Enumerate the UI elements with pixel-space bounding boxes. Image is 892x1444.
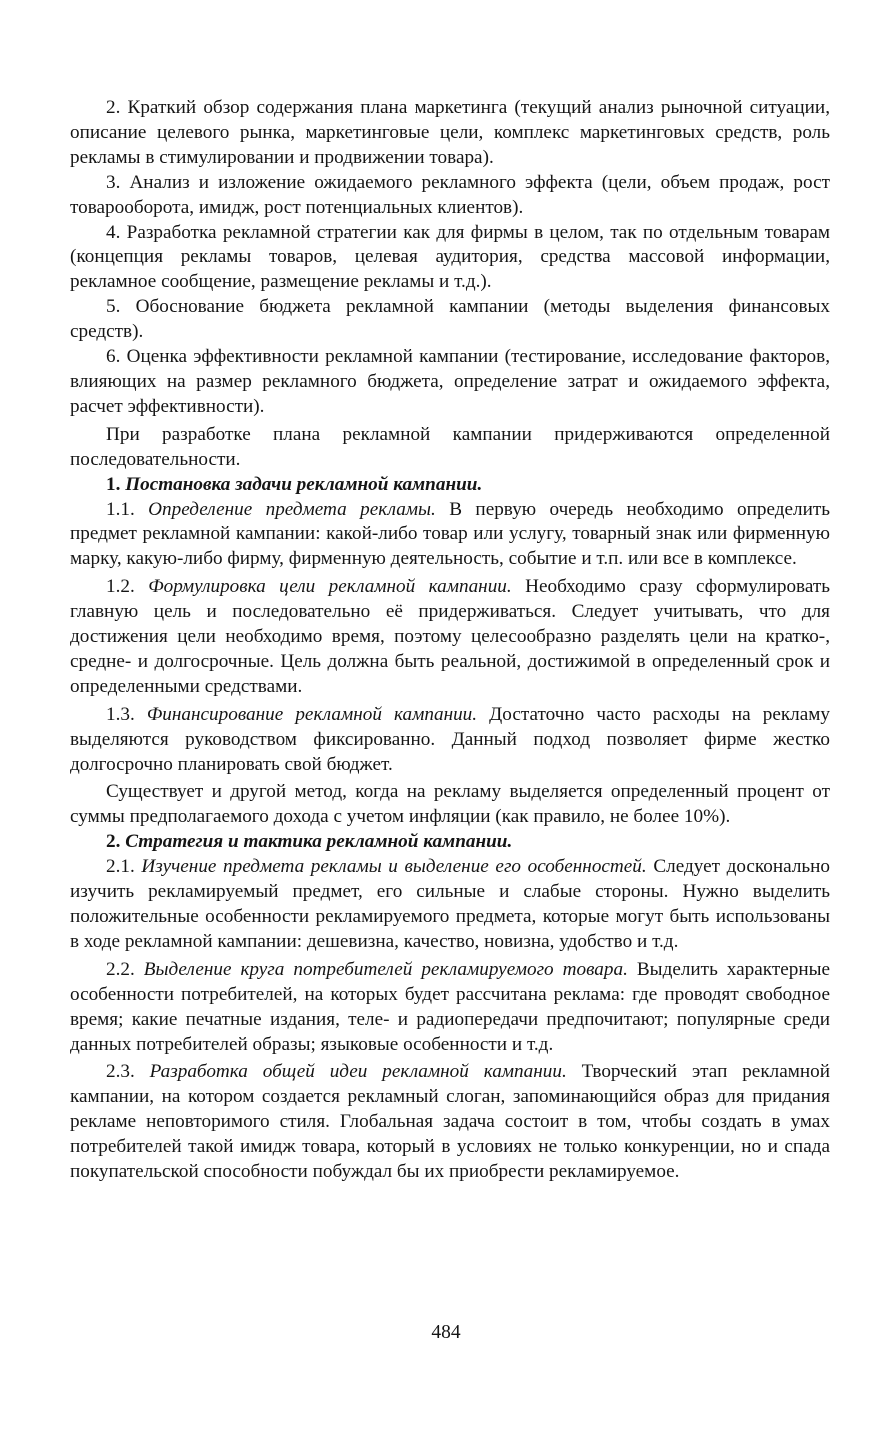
item-text: В первую очередь необходимо определить предмет рекламной кампании: какой-либо товар или услугу, товарный знак или фирменную марку, какую-либо фирму, фирменную деятельность, событие и т.п. или все в комплексе. — [70, 498, 830, 570]
item-2-2 — [70, 958, 830, 1058]
page-number: 484 — [431, 1322, 461, 1343]
item-title: Выделение круга потребителей рекламируемого товара. — [143, 958, 628, 980]
section-title-2: Стратегия и тактика рекламной кампании. — [125, 831, 513, 853]
page-text — [70, 96, 830, 1185]
item-title: Разработка общей идеи рекламной кампании. — [149, 1061, 567, 1083]
item-1-2 — [70, 575, 830, 700]
item-title: Определение предмета рекламы. — [148, 498, 436, 520]
paragraph-advertising-effect: 3. Анализ и изложение ожидаемого рекламного эффекта (цели, объем продаж, рост товарооборота, имидж, рост потенциальных клиентов). — [70, 171, 830, 218]
paragraph-budget: 5. Обоснование бюджета рекламной кампании (методы выделения финансовых средств). — [70, 296, 830, 343]
item-text: Творческий этап рекламной кампании, на котором создается рекламный слоган, запоминающийся образ для придания рекламе неповторимого стиля. Глобальная задача состоит в том, чтобы создать в умах потребителей такой имидж товара, который в условиях не только конкуренции, но и спада покупательской способности побуждал бы их приобрести рекламируемое. — [70, 1061, 831, 1183]
item-number: 2.3. — [106, 1061, 135, 1083]
section-heading-1 — [70, 473, 830, 498]
item-number: 2.2. — [106, 958, 135, 980]
item-number: 2.1. — [106, 856, 135, 878]
section-heading-2 — [70, 830, 830, 855]
paragraph-efficiency: 6. Оценка эффективности рекламной кампании (тестирование, исследование факторов, влияющих на размер рекламного бюджета, определение затрат и ожидаемого эффекта, расчет эффективности). — [70, 346, 830, 417]
item-text: Достаточно часто расходы на рекламу выделяются руководством фиксированно. Данный подход позволяет фирме жестко долгосрочно планировать свой бюджет. — [70, 703, 830, 775]
item-2-1 — [70, 855, 830, 955]
item-2-3 — [70, 1060, 830, 1185]
paragraph-percent-method: Существует и другой метод, когда на рекламу выделяется определенный процент от суммы предполагаемого дохода с учетом инфляции (как правило, не более 10%). — [70, 781, 830, 828]
section-title-1: Постановка задачи рекламной кампании. — [125, 473, 483, 495]
paragraph-plan-overview: 2. Краткий обзор содержания плана маркетинга (текущий анализ рыночной ситуации, описание целевого рынка, маркетинговые цели, комплекс маркетинговых средств, роль рекламы в стимулировании и продвижении товара). — [70, 97, 830, 168]
item-text: Выделить характерные особенности потребителей, на которых будет рассчитана реклама: где проводят свободное время; какие печатные издания, теле- и радиопередачи предпочитают; популярные среди данных потребителей образы; языковые особенности и т.д. — [70, 958, 831, 1055]
item-title: Формулировка цели рекламной кампании. — [148, 576, 512, 598]
item-1-1 — [70, 498, 830, 573]
item-text: Необходимо сразу сформулировать главную цель и последовательно её придерживаться. Следует учитывать, что для достижения цели необходимо время, поэтому целесообразно разделять цели на кратко-, средне- и долгосрочные. Цель должна быть реальной, достижимой в определенный срок и определенными средствами. — [70, 576, 831, 697]
item-title: Изучение предмета рекламы и выделение его особенностей. — [141, 856, 647, 878]
section-number-2: 2. — [106, 831, 121, 853]
item-text: Следует досконально изучить рекламируемый предмет, его сильные и слабые стороны. Нужно выделить положительные особенности рекламируемого предмета, которые могут быть использованы в ходе рекламной кампании: дешевизна, качество, новизна, удобство и т.д. — [70, 856, 831, 952]
item-title: Финансирование рекламной кампании. — [146, 703, 478, 725]
item-1-3 — [70, 703, 830, 778]
item-number: 1.2. — [106, 576, 135, 598]
paragraph-sequence-intro: При разработке плана рекламной кампании придерживаются определенной последовательности. — [70, 423, 830, 470]
item-number: 1.3. — [106, 703, 135, 725]
item-number: 1.1. — [106, 498, 135, 520]
paragraph-advertising-strategy: 4. Разработка рекламной стратегии как для фирмы в целом, так по отдельным товарам (концепция рекламы товаров, целевая аудитория, средства массовой информации, рекламное сообщение, размещение рекламы и т.д.). — [70, 221, 830, 293]
section-number-1: 1. — [106, 473, 121, 495]
